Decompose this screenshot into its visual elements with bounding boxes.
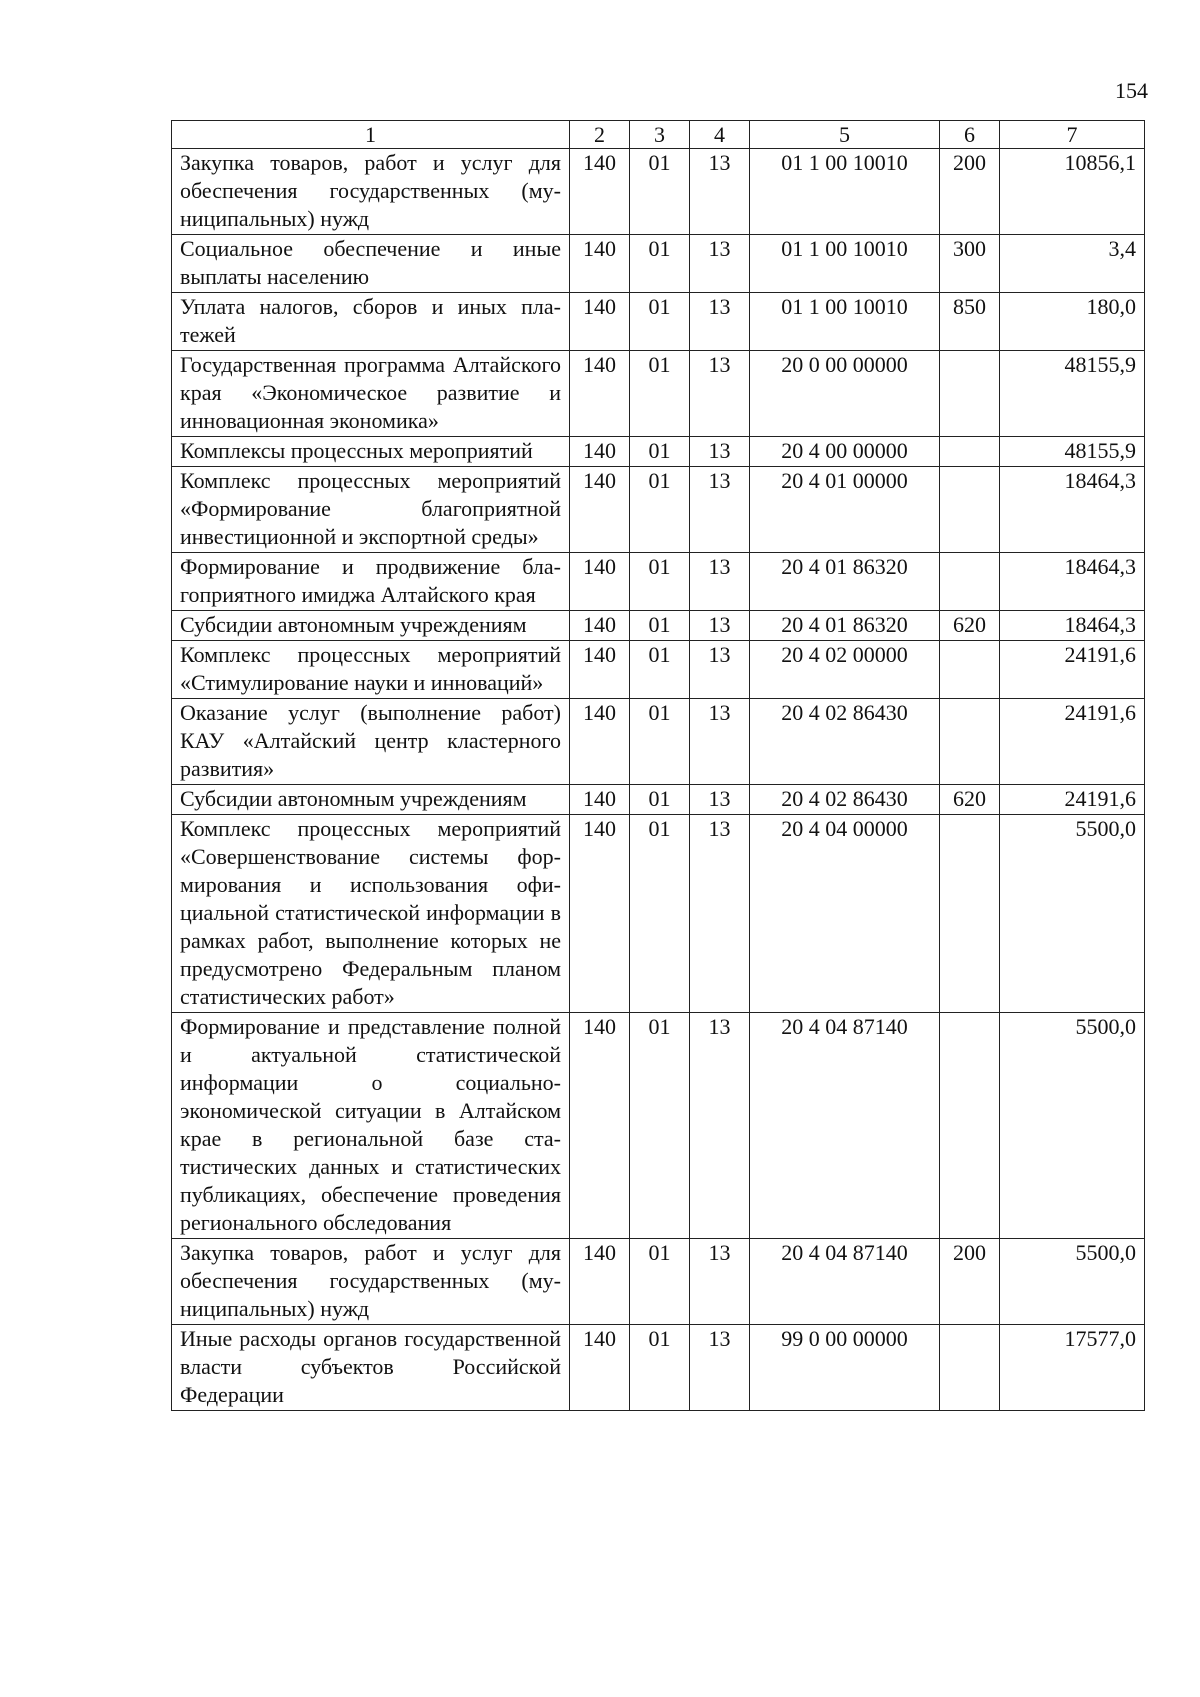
row-cell-col3: 01 [630, 149, 690, 235]
header-row [172, 121, 1145, 149]
page-number: 154 [1115, 78, 1148, 103]
row-cell-col2: 140 [570, 437, 630, 467]
row-cell-col4: 13 [690, 467, 750, 553]
row-cell-col2: 140 [570, 611, 630, 641]
row-cell-col3: 01 [630, 235, 690, 293]
row-name-cell: Субсидии автономным учреждениям [172, 785, 570, 815]
row-cell-col5: 20 4 01 86320 [750, 553, 940, 611]
header-cell: 4 [690, 121, 750, 149]
row-cell-col7: 5500,0 [1000, 815, 1145, 1013]
row-name-cell: Закупка товаров, работ и услуг для обеспечения государственных (муниципальных) нужд [172, 1239, 570, 1325]
row-cell-col6 [940, 641, 1000, 699]
row-cell-col4: 13 [690, 1325, 750, 1411]
row-cell-col7: 48155,9 [1000, 437, 1145, 467]
row-name-cell: Формирование и представление полной и актуальной статистической информации о социально-экономической ситуации в Алтайском крае в региональной базе статистических данных и статистических публикациях, обеспечение проведения регионального обследования [172, 1013, 570, 1239]
row-cell-col3: 01 [630, 553, 690, 611]
table-row [172, 149, 1145, 235]
header-cell: 5 [750, 121, 940, 149]
row-cell-col2: 140 [570, 699, 630, 785]
row-cell-col7: 18464,3 [1000, 611, 1145, 641]
header-cell: 1 [172, 121, 570, 149]
row-cell-col7: 5500,0 [1000, 1239, 1145, 1325]
row-cell-col2: 140 [570, 553, 630, 611]
row-cell-col2: 140 [570, 1325, 630, 1411]
table-row [172, 815, 1145, 1013]
row-cell-col7: 3,4 [1000, 235, 1145, 293]
row-cell-col2: 140 [570, 815, 630, 1013]
row-cell-col3: 01 [630, 1013, 690, 1239]
row-name-cell: Уплата налогов, сборов и иных платежей [172, 293, 570, 351]
row-cell-col7: 24191,6 [1000, 641, 1145, 699]
row-cell-col2: 140 [570, 1013, 630, 1239]
row-cell-col7: 24191,6 [1000, 699, 1145, 785]
row-cell-col5: 20 4 01 86320 [750, 611, 940, 641]
row-cell-col6: 850 [940, 293, 1000, 351]
row-cell-col5: 01 1 00 10010 [750, 149, 940, 235]
row-cell-col4: 13 [690, 149, 750, 235]
table-row [172, 611, 1145, 641]
row-cell-col3: 01 [630, 1239, 690, 1325]
row-cell-col7: 48155,9 [1000, 351, 1145, 437]
row-cell-col2: 140 [570, 1239, 630, 1325]
row-name-cell: Комплекс процессных мероприятий «Совершенствование системы формирования и использования официальной статистической информации в рамках работ, выполнение которых не предусмотрено Федеральным планом статистических работ» [172, 815, 570, 1013]
row-name-cell: Социальное обеспечение и иные выплаты населению [172, 235, 570, 293]
row-cell-col4: 13 [690, 1013, 750, 1239]
row-cell-col6: 620 [940, 611, 1000, 641]
row-name-cell: Государственная программа Алтайского края «Экономическое развитие и инновационная экономика» [172, 351, 570, 437]
row-cell-col6 [940, 815, 1000, 1013]
row-cell-col5: 99 0 00 00000 [750, 1325, 940, 1411]
row-cell-col3: 01 [630, 437, 690, 467]
row-cell-col6 [940, 1013, 1000, 1239]
table-row [172, 785, 1145, 815]
row-cell-col3: 01 [630, 699, 690, 785]
row-cell-col4: 13 [690, 235, 750, 293]
row-cell-col6 [940, 467, 1000, 553]
row-cell-col7: 18464,3 [1000, 467, 1145, 553]
row-cell-col6 [940, 437, 1000, 467]
row-cell-col3: 01 [630, 1325, 690, 1411]
row-cell-col6 [940, 699, 1000, 785]
row-cell-col7: 24191,6 [1000, 785, 1145, 815]
table-row [172, 293, 1145, 351]
header-cell: 3 [630, 121, 690, 149]
row-cell-col5: 01 1 00 10010 [750, 235, 940, 293]
row-cell-col3: 01 [630, 351, 690, 437]
row-cell-col6 [940, 1325, 1000, 1411]
row-cell-col3: 01 [630, 815, 690, 1013]
table-row [172, 235, 1145, 293]
row-cell-col3: 01 [630, 467, 690, 553]
row-cell-col5: 20 0 00 00000 [750, 351, 940, 437]
row-name-cell: Комплексы процессных мероприятий [172, 437, 570, 467]
table-row [172, 1239, 1145, 1325]
table-row [172, 1325, 1145, 1411]
table-row [172, 641, 1145, 699]
row-cell-col2: 140 [570, 351, 630, 437]
row-cell-col4: 13 [690, 293, 750, 351]
row-cell-col6 [940, 553, 1000, 611]
row-cell-col2: 140 [570, 293, 630, 351]
row-cell-col5: 20 4 01 00000 [750, 467, 940, 553]
row-cell-col3: 01 [630, 641, 690, 699]
row-cell-col2: 140 [570, 149, 630, 235]
row-cell-col4: 13 [690, 641, 750, 699]
row-cell-col7: 18464,3 [1000, 553, 1145, 611]
row-cell-col7: 5500,0 [1000, 1013, 1145, 1239]
row-cell-col2: 140 [570, 467, 630, 553]
row-cell-col4: 13 [690, 553, 750, 611]
row-cell-col5: 01 1 00 10010 [750, 293, 940, 351]
row-cell-col2: 140 [570, 785, 630, 815]
row-name-cell: Субсидии автономным учреждениям [172, 611, 570, 641]
row-cell-col6: 200 [940, 149, 1000, 235]
row-cell-col4: 13 [690, 699, 750, 785]
table-row [172, 553, 1145, 611]
row-cell-col4: 13 [690, 815, 750, 1013]
row-name-cell: Формирование и продвижение благоприятного имиджа Алтайского края [172, 553, 570, 611]
header-cell: 2 [570, 121, 630, 149]
row-name-cell: Комплекс процессных мероприятий «Формирование благоприятной инвестиционной и экспортной среды» [172, 467, 570, 553]
row-cell-col5: 20 4 04 00000 [750, 815, 940, 1013]
table-row [172, 699, 1145, 785]
row-cell-col5: 20 4 02 86430 [750, 699, 940, 785]
row-cell-col5: 20 4 00 00000 [750, 437, 940, 467]
row-cell-col6: 200 [940, 1239, 1000, 1325]
row-cell-col5: 20 4 04 87140 [750, 1239, 940, 1325]
row-cell-col4: 13 [690, 437, 750, 467]
row-cell-col7: 10856,1 [1000, 149, 1145, 235]
row-cell-col4: 13 [690, 351, 750, 437]
row-cell-col4: 13 [690, 1239, 750, 1325]
row-cell-col6: 620 [940, 785, 1000, 815]
row-cell-col5: 20 4 04 87140 [750, 1013, 940, 1239]
header-cell: 6 [940, 121, 1000, 149]
table-row [172, 1013, 1145, 1239]
row-cell-col4: 13 [690, 785, 750, 815]
row-cell-col2: 140 [570, 235, 630, 293]
row-name-cell: Закупка товаров, работ и услуг для обеспечения государственных (муниципальных) нужд [172, 149, 570, 235]
row-cell-col5: 20 4 02 86430 [750, 785, 940, 815]
row-cell-col2: 140 [570, 641, 630, 699]
row-cell-col7: 180,0 [1000, 293, 1145, 351]
row-name-cell: Оказание услуг (выполнение работ) КАУ «Алтайский центр кластерного развития» [172, 699, 570, 785]
budget-table [171, 120, 1145, 1411]
row-cell-col3: 01 [630, 293, 690, 351]
row-cell-col5: 20 4 02 00000 [750, 641, 940, 699]
row-cell-col3: 01 [630, 785, 690, 815]
table-row [172, 467, 1145, 553]
row-name-cell: Комплекс процессных мероприятий «Стимулирование науки и инноваций» [172, 641, 570, 699]
header-cell: 7 [1000, 121, 1145, 149]
row-cell-col7: 17577,0 [1000, 1325, 1145, 1411]
row-cell-col4: 13 [690, 611, 750, 641]
row-cell-col3: 01 [630, 611, 690, 641]
row-cell-col6 [940, 351, 1000, 437]
row-cell-col6: 300 [940, 235, 1000, 293]
table-row [172, 437, 1145, 467]
row-name-cell: Иные расходы органов государственной власти субъектов Российской Федерации [172, 1325, 570, 1411]
table-row [172, 351, 1145, 437]
